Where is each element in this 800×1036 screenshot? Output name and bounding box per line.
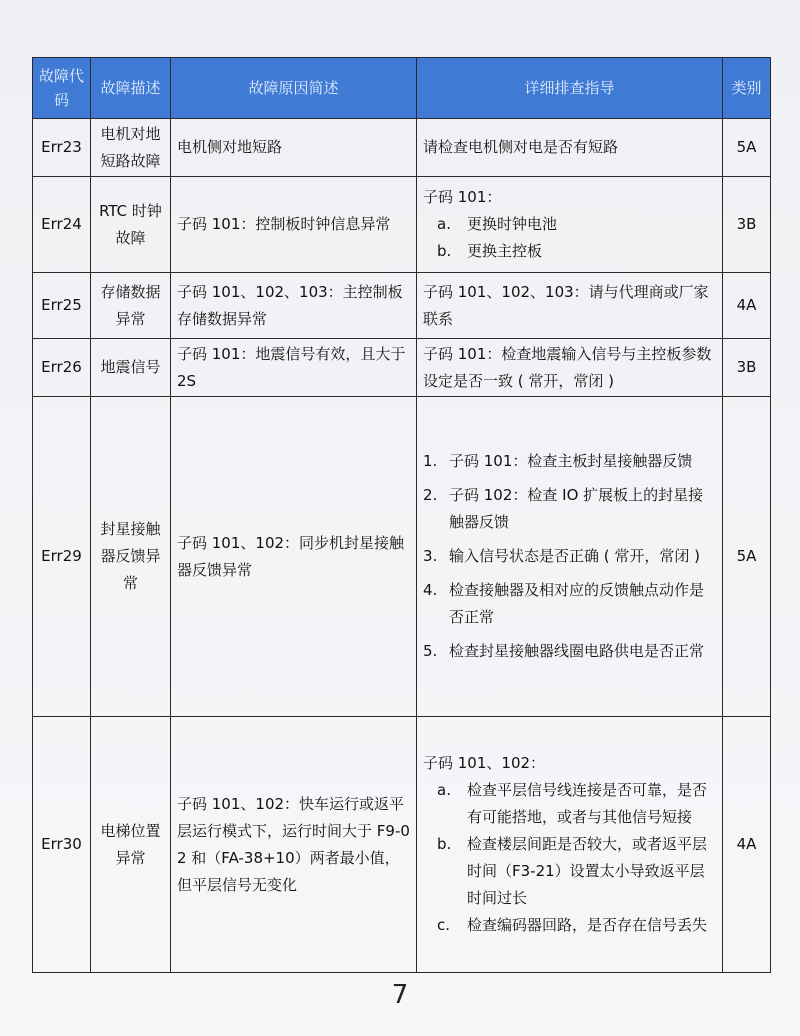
fault-class: 4A (723, 717, 771, 973)
guide-item-marker: 4. (423, 581, 438, 599)
fault-code: Err24 (33, 177, 91, 273)
fault-cause: 子码 101、102：同步机封星接触器反馈异常 (171, 397, 417, 717)
guide-item (423, 831, 716, 912)
guide-item-text: 检查编码器回路，是否存在信号丢失 (467, 916, 708, 934)
guide-item-text: 输入信号状态是否正确 ( 常开，常闭 ) (449, 547, 701, 565)
guide-item-text: 检查楼层间距是否较大，或者返平层时间（F3-21）设置太小导致返平层时间过长 (467, 835, 708, 907)
guide-item-text: 检查接触器及相对应的反馈触点动作是否正常 (449, 581, 705, 626)
guide-item-marker: 3. (423, 547, 438, 565)
guide-item (423, 577, 716, 631)
fault-desc: 封星接触器反馈异常 (91, 397, 171, 717)
fault-code: Err26 (33, 339, 91, 397)
table-row (33, 119, 771, 177)
fault-class: 3B (723, 339, 771, 397)
fault-code: Err25 (33, 273, 91, 339)
fault-code: Err23 (33, 119, 91, 177)
fault-desc: 电梯位置异常 (91, 717, 171, 973)
fault-cause: 子码 101、102：快车运行或返平层运行模式下，运行时间大于 F9-02 和（FA-38+10）两者最小值，但平层信号无变化 (171, 717, 417, 973)
fault-guide (417, 273, 723, 339)
guide-item (423, 238, 716, 265)
guide-item-marker: b. (437, 242, 452, 260)
header-code: 故障代码 (33, 58, 91, 119)
fault-class: 5A (723, 397, 771, 717)
guide-item (423, 543, 716, 570)
guide-item-marker: 1. (423, 452, 438, 470)
guide-item-text: 更换主控板 (467, 242, 543, 260)
fault-code: Err30 (33, 717, 91, 973)
header-desc: 故障描述 (91, 58, 171, 119)
guide-item-text: 检查封星接触器线圈电路供电是否正常 (449, 642, 705, 660)
fault-guide (417, 717, 723, 973)
guide-intro: 子码 101：检查地震输入信号与主控板参数设定是否一致 ( 常开，常闭 ) (423, 344, 712, 390)
guide-item-marker: c. (437, 916, 451, 934)
guide-item-marker: 2. (423, 486, 438, 504)
fault-desc: RTC 时钟故障 (91, 177, 171, 273)
table-row (33, 273, 771, 339)
guide-item-marker: 5. (423, 642, 438, 660)
header-guide: 详细排查指导 (417, 58, 723, 119)
page-number: 7 (391, 980, 409, 1010)
fault-class: 3B (723, 177, 771, 273)
table-row (33, 397, 771, 717)
fault-cause: 子码 101、102、103：主控制板存储数据异常 (171, 273, 417, 339)
guide-item (423, 448, 716, 475)
fault-class: 5A (723, 119, 771, 177)
table-header-row (33, 58, 771, 119)
guide-item (423, 482, 716, 536)
table-row (33, 177, 771, 273)
fault-code: Err29 (33, 397, 91, 717)
fault-guide (417, 119, 723, 177)
guide-item-marker: b. (437, 835, 452, 853)
guide-item (423, 638, 716, 665)
fault-desc: 地震信号 (91, 339, 171, 397)
guide-item-marker: a. (437, 215, 451, 233)
guide-item (423, 211, 716, 238)
fault-guide (417, 339, 723, 397)
guide-intro: 子码 101、102、103：请与代理商或厂家联系 (423, 282, 709, 328)
header-cause: 故障原因简述 (171, 58, 417, 119)
fault-cause: 子码 101：控制板时钟信息异常 (171, 177, 417, 273)
fault-code-table (32, 57, 771, 973)
guide-item (423, 912, 716, 939)
table-row (33, 339, 771, 397)
guide-item (423, 777, 716, 831)
fault-guide (417, 177, 723, 273)
guide-intro: 子码 101、102： (423, 754, 546, 772)
guide-item-text: 检查平层信号线连接是否可靠，是否有可能搭地，或者与其他信号短接 (467, 781, 708, 826)
fault-desc: 电机对地短路故障 (91, 119, 171, 177)
fault-guide (417, 397, 723, 717)
guide-intro: 子码 101： (423, 188, 502, 206)
guide-item-text: 子码 102：检查 IO 扩展板上的封星接触器反馈 (449, 486, 704, 531)
guide-item-text: 子码 101：检查主板封星接触器反馈 (449, 452, 693, 470)
guide-item-marker: a. (437, 781, 451, 799)
fault-class: 4A (723, 273, 771, 339)
header-class: 类别 (723, 58, 771, 119)
fault-cause: 子码 101：地震信号有效，且大于 2S (171, 339, 417, 397)
fault-desc: 存储数据异常 (91, 273, 171, 339)
guide-intro: 请检查电机侧对电是否有短路 (423, 138, 619, 156)
table-row (33, 717, 771, 973)
fault-cause: 电机侧对地短路 (171, 119, 417, 177)
guide-item-text: 更换时钟电池 (467, 215, 558, 233)
